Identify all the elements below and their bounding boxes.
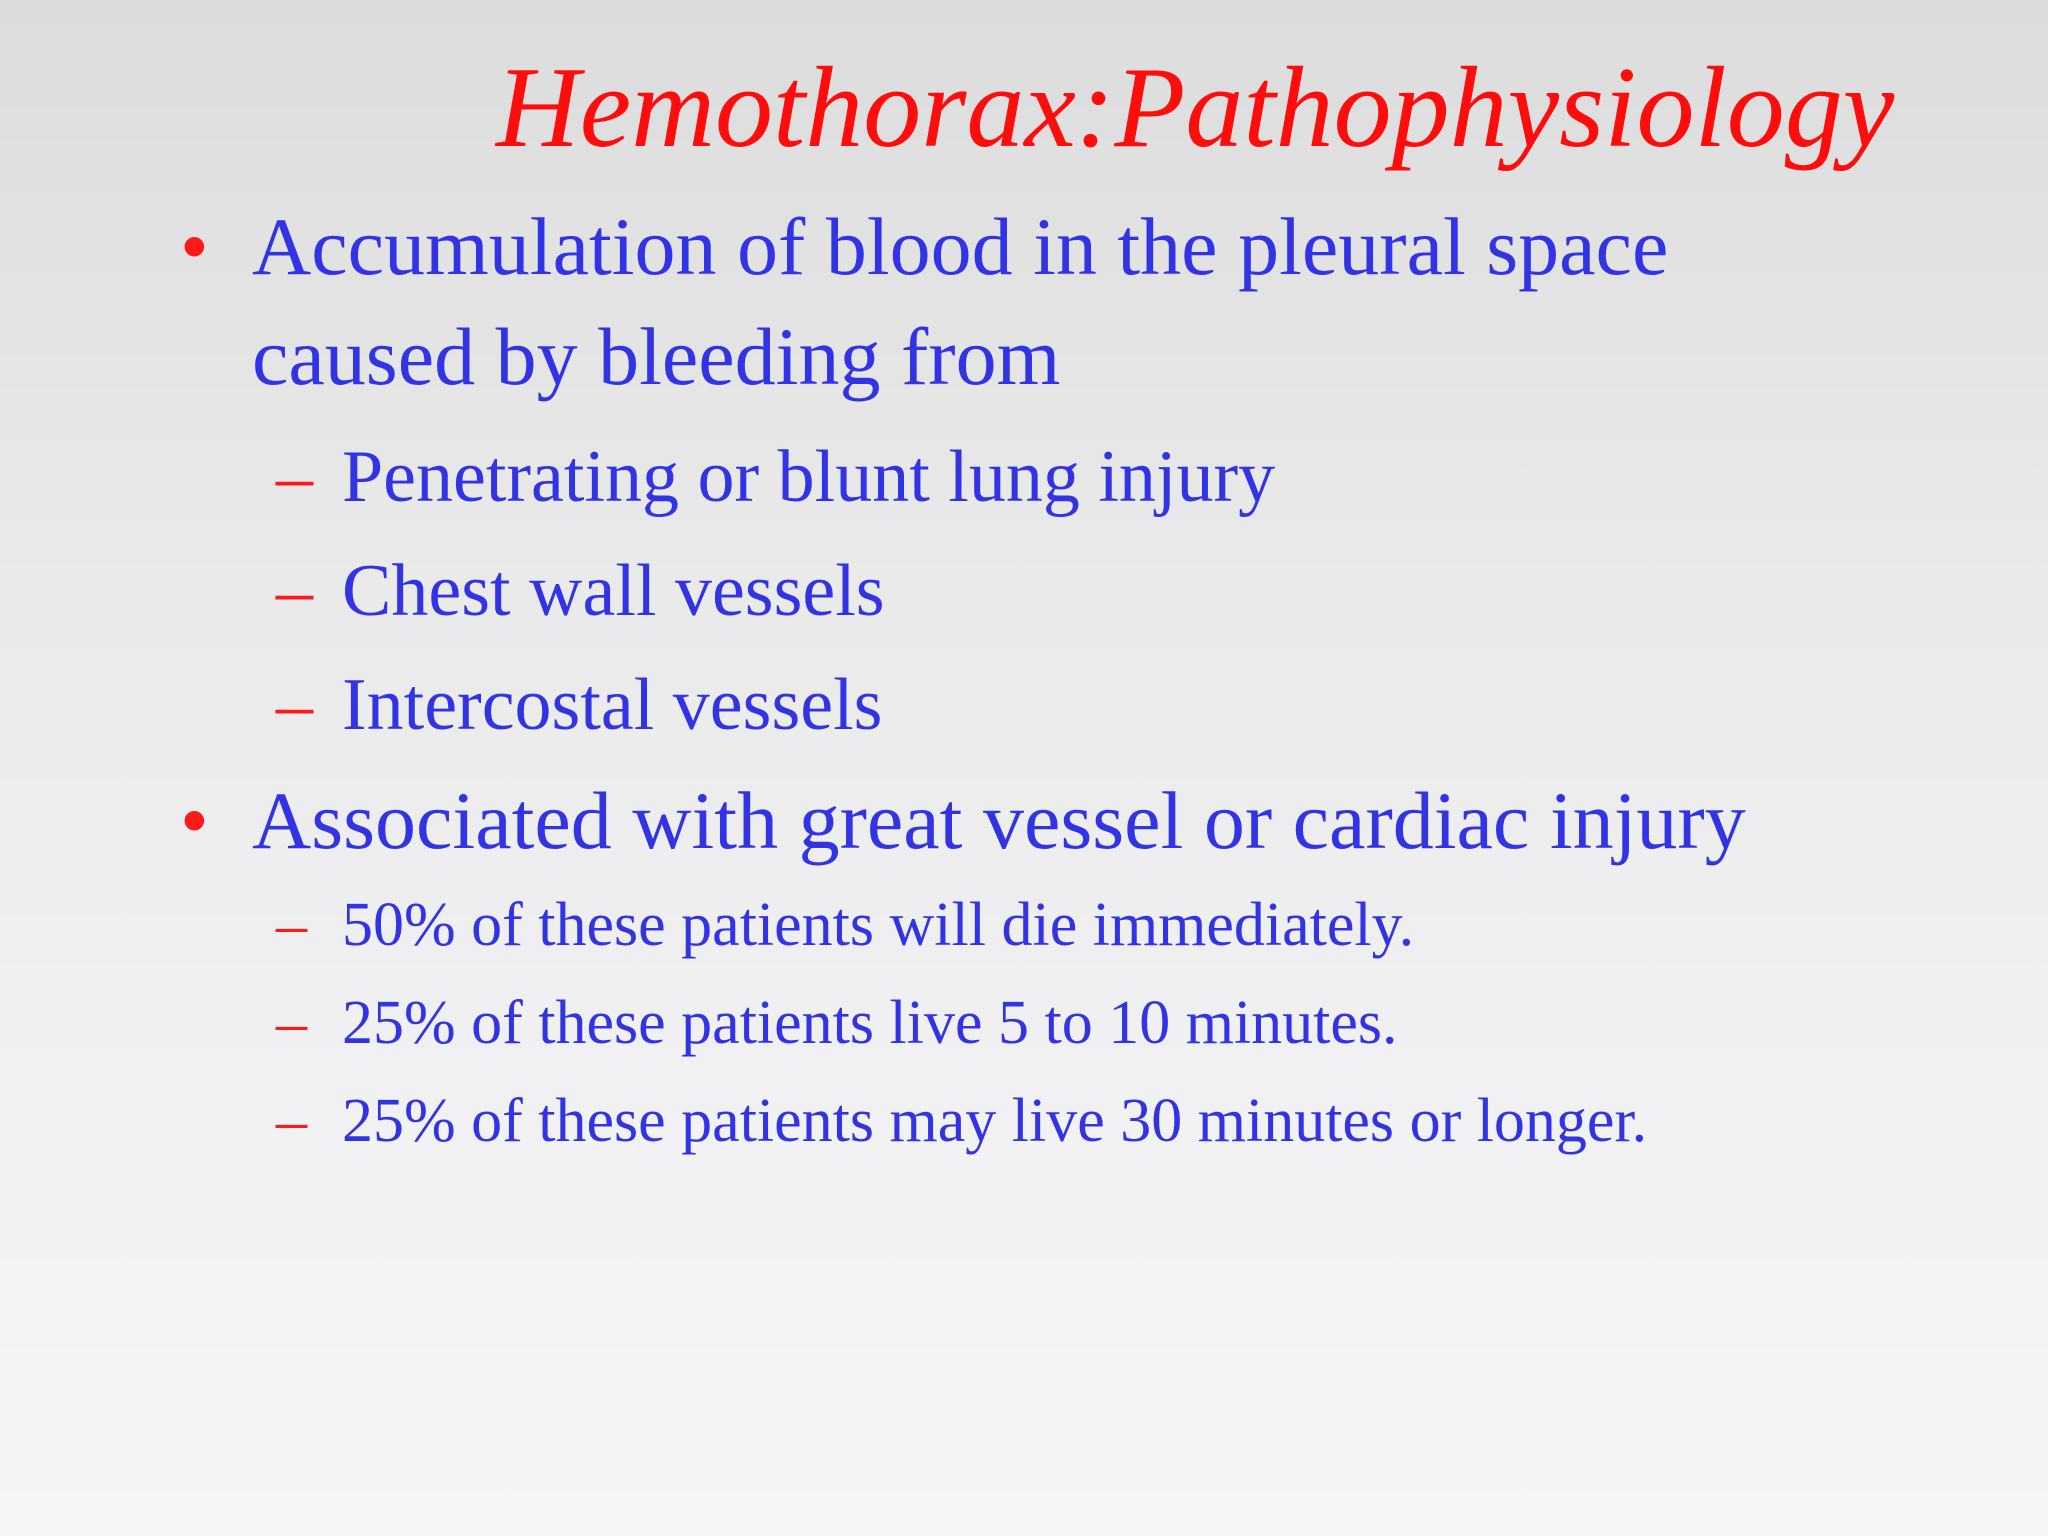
sub-bullet-2-2-marker: –: [276, 989, 307, 1057]
sub-bullet-1-2-marker: –: [276, 550, 313, 632]
sub-bullet-1-1-text: Penetrating or blunt lung injury: [342, 436, 1276, 518]
sub-bullet-1-2: [276, 550, 885, 632]
sub-bullet-2-2: [276, 989, 1398, 1057]
bullet-1-line-1: [180, 201, 1669, 292]
sub-bullet-2-3-marker: –: [276, 1087, 307, 1155]
bullet-1-line-2: [252, 311, 1061, 402]
sub-bullet-2-1-text: 50% of these patients will die immediately.: [342, 891, 1415, 959]
sub-bullet-1-1: [276, 436, 1276, 518]
bullet-2-line-1: [180, 775, 1746, 866]
bullet-1-text-line-1: Accumulation of blood in the pleural space: [252, 201, 1669, 292]
sub-bullet-1-2-text: Chest wall vessels: [342, 550, 885, 632]
sub-bullet-1-1-marker: –: [276, 436, 313, 518]
sub-bullet-2-3: [276, 1087, 1648, 1155]
bullet-2-text-line-1: Associated with great vessel or cardiac injury: [252, 775, 1746, 866]
bullet-1-text-line-2: caused by bleeding from: [252, 311, 1061, 402]
sub-bullet-1-3-marker: –: [276, 664, 313, 746]
bullet-2-marker: •: [180, 775, 209, 866]
slide-title: Hemothorax:Pathophysiology: [496, 44, 1895, 172]
sub-bullet-2-3-text: 25% of these patients may live 30 minutes or longer.: [342, 1087, 1648, 1155]
sub-bullet-1-3: [276, 664, 883, 746]
sub-bullet-2-1-marker: –: [276, 891, 307, 959]
sub-bullet-2-1: [276, 891, 1415, 959]
sub-bullet-2-2-text: 25% of these patients live 5 to 10 minutes.: [342, 989, 1398, 1057]
bullet-1-marker: •: [180, 201, 209, 292]
sub-bullet-1-3-text: Intercostal vessels: [342, 664, 883, 746]
